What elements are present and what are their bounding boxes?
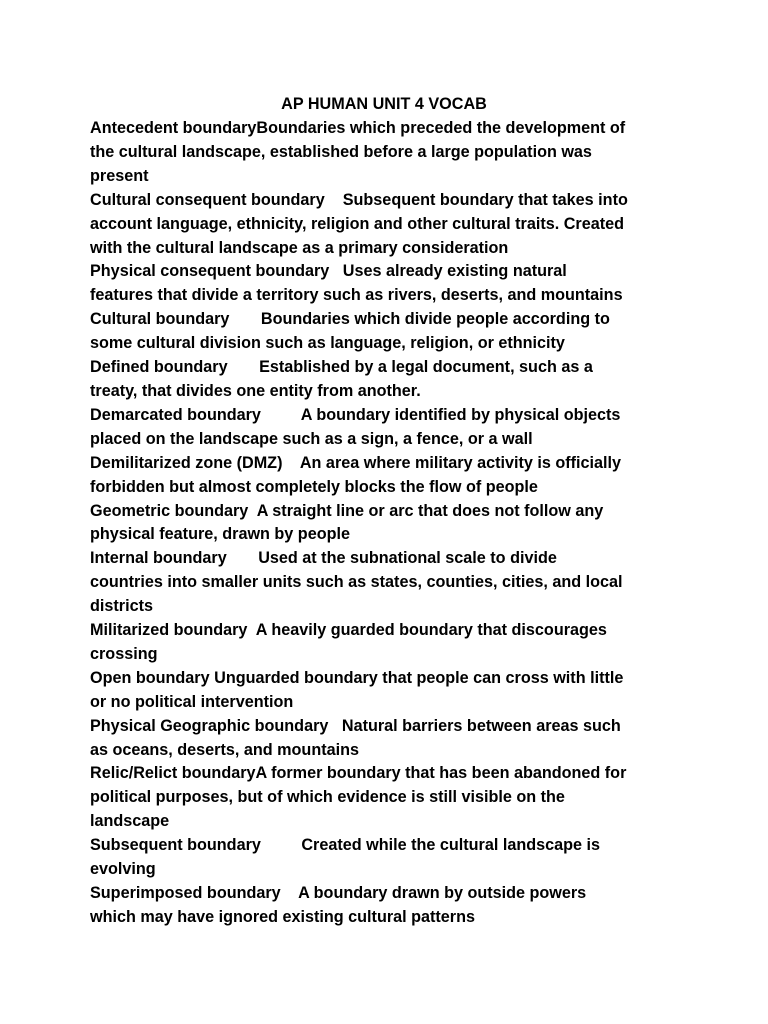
- vocab-term: Physical Geographic boundary: [90, 716, 342, 735]
- vocab-term: Open boundary: [90, 668, 215, 687]
- vocab-definition: Unguarded boundary that people can cross with little or no political intervention: [90, 668, 624, 711]
- vocab-definition: Established by a legal document, such as a treaty, that divides one entity from another.: [90, 358, 593, 400]
- vocab-entry: [90, 452, 690, 500]
- vocab-entry: [90, 356, 690, 404]
- vocab-term: Cultural boundary: [90, 310, 261, 329]
- vocab-entry: [90, 308, 690, 356]
- vocab-entry: [90, 834, 690, 882]
- vocab-entry: [90, 404, 690, 452]
- vocab-list: [90, 117, 690, 930]
- vocab-definition: A former boundary that has been abandoned for political purposes, but of which evidence is still visible on the landscape: [90, 764, 627, 831]
- vocab-definition: A boundary drawn by outside powers which may have ignored existing cultural patterns: [90, 884, 587, 926]
- vocab-entry: [90, 189, 690, 261]
- vocab-entry: [90, 667, 690, 715]
- vocab-definition: A heavily guarded boundary that discourages crossing: [90, 621, 607, 663]
- vocab-definition: A boundary identified by physical objects placed on the landscape such as a sign, a fence, or a wall: [90, 405, 621, 448]
- vocab-entry: [90, 500, 690, 548]
- vocab-term: Relic/Relict boundary: [90, 764, 256, 783]
- page-title: AP HUMAN UNIT 4 VOCAB: [281, 95, 487, 113]
- vocab-term: Physical consequent boundary: [90, 262, 343, 281]
- vocab-entry: [90, 882, 690, 930]
- vocab-definition: A straight line or arc that does not follow any physical feature, drawn by people: [90, 501, 604, 544]
- vocab-term: Militarized boundary: [90, 621, 256, 640]
- vocab-definition: Boundaries which preceded the development of the cultural landscape, established before a large population was present: [90, 119, 626, 185]
- vocab-term: Subsequent boundary: [90, 836, 302, 855]
- vocab-entry: [90, 715, 690, 763]
- vocab-entry: [90, 762, 690, 834]
- vocab-term: Cultural consequent boundary: [90, 190, 343, 209]
- vocab-definition: Used at the subnational scale to divide countries into smaller units such as states, counties, cities, and local districts: [90, 549, 623, 616]
- vocab-definition: Uses already existing natural features that divide a territory such as rivers, deserts, and mountains: [90, 262, 623, 305]
- vocab-term: Demilitarized zone (DMZ): [90, 453, 300, 472]
- vocab-definition: Natural barriers between areas such as oceans, deserts, and mountains: [90, 716, 621, 759]
- vocab-term: Demarcated boundary: [90, 405, 301, 424]
- vocab-definition: Subsequent boundary that takes into account language, ethnicity, religion and other cultural traits. Created with the cultural landscape as a primary consideration: [90, 190, 628, 257]
- vocab-entry: [90, 260, 690, 308]
- vocab-definition: Boundaries which divide people according to some cultural division such as language, religion, or ethnicity: [90, 310, 610, 353]
- vocab-term: Defined boundary: [90, 358, 260, 377]
- vocab-entry: [90, 117, 690, 189]
- vocab-definition: An area where military activity is officially forbidden but almost completely blocks the flow of people: [90, 453, 622, 496]
- vocab-entry: [90, 547, 690, 619]
- vocab-term: Superimposed boundary: [90, 884, 299, 902]
- vocab-term: Internal boundary: [90, 549, 259, 568]
- vocab-term: Geometric boundary: [90, 501, 257, 520]
- vocab-entry: [90, 619, 690, 667]
- vocab-term: Antecedent boundary: [90, 119, 257, 137]
- vocab-definition: Created while the cultural landscape is evolving: [90, 836, 601, 879]
